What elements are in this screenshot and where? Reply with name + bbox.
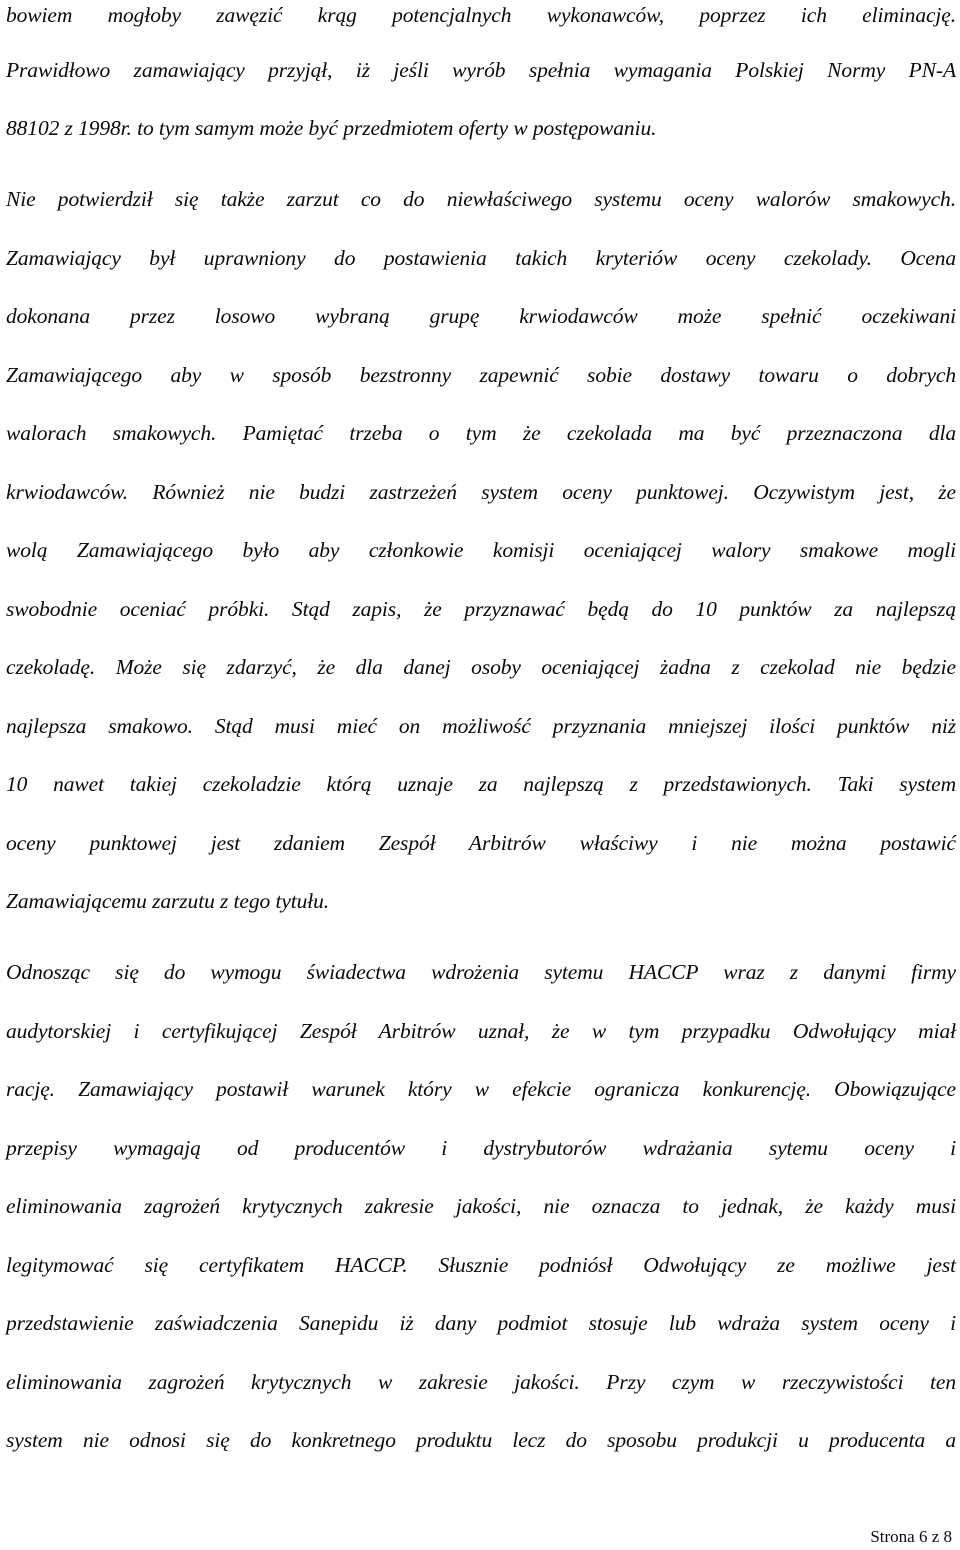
text-line-13: najlepsza smakowo. Stąd musi mieć on możliwość przyznania mniejszej ilości punktów niż (6, 714, 956, 738)
page-number: Strona 6 z 8 (870, 1527, 952, 1546)
text-line-25: system nie odnosi się do konkretnego produktu lecz do sposobu produkcji u producenta a (6, 1428, 956, 1452)
text-line-20: przepisy wymagają od producentów i dystrybutorów wdrażania sytemu oceny i (6, 1136, 956, 1160)
text-line-5: Zamawiający był uprawniony do postawienia takich kryteriów oceny czekolady. Ocena (6, 246, 956, 270)
text-line-23: przedstawienie zaświadczenia Sanepidu iż dany podmiot stosuje lub wdraża system oceny i (6, 1311, 956, 1335)
text-line-6: dokonana przez losowo wybraną grupę krwiodawców może spełnić oczekiwani (6, 304, 956, 328)
text-line-10: wolą Zamawiającego było aby członkowie komisji oceniającej walory smakowe mogli (6, 538, 956, 562)
text-line-1: bowiem mogłoby zawęzić krąg potencjalnych wykonawców, poprzez ich eliminację. (6, 3, 956, 27)
text-line-18: audytorskiej i certyfikującej Zespół Arbitrów uznał, że w tym przypadku Odwołujący miał (6, 1019, 956, 1043)
text-line-7: Zamawiającego aby w sposób bezstronny zapewnić sobie dostawy towaru o dobrych (6, 363, 956, 387)
text-line-16: Zamawiającemu zarzutu z tego tytułu. (6, 889, 330, 913)
text-line-8: walorach smakowych. Pamiętać trzeba o tym że czekolada ma być przeznaczona dla (6, 421, 956, 445)
text-line-14: 10 nawet takiej czekoladzie którą uznaje za najlepszą z przedstawionych. Taki system (6, 772, 956, 796)
text-line-9: krwiodawców. Również nie budzi zastrzeżeń system oceny punktowej. Oczywistym jest, że (6, 480, 956, 504)
text-line-3: 88102 z 1998r. to tym samym może być przedmiotem oferty w postępowaniu. (6, 116, 657, 140)
text-line-22: legitymować się certyfikatem HACCP. Słusznie podniósł Odwołujący ze możliwe jest (6, 1253, 956, 1277)
text-line-4: Nie potwierdził się także zarzut co do niewłaściwego systemu oceny walorów smakowych. (6, 187, 956, 211)
text-line-2: Prawidłowo zamawiający przyjął, iż jeśli wyrób spełnia wymagania Polskiej Normy PN-A (6, 58, 956, 82)
text-line-21: eliminowania zagrożeń krytycznych zakresie jakości, nie oznacza to jednak, że każdy musi (6, 1194, 956, 1218)
text-line-19: rację. Zamawiający postawił warunek który w efekcie ogranicza konkurencję. Obowiązujące (6, 1077, 956, 1101)
text-line-24: eliminowania zagrożeń krytycznych w zakresie jakości. Przy czym w rzeczywistości ten (6, 1370, 956, 1394)
text-line-17: Odnosząc się do wymogu świadectwa wdrożenia sytemu HACCP wraz z danymi firmy (6, 960, 956, 984)
text-line-11: swobodnie oceniać próbki. Stąd zapis, że przyznawać będą do 10 punktów za najlepszą (6, 597, 956, 621)
text-line-12: czekoladę. Może się zdarzyć, że dla danej osoby oceniającej żadna z czekolad nie będzie (6, 655, 956, 679)
text-line-15: oceny punktowej jest zdaniem Zespół Arbitrów właściwy i nie można postawić (6, 831, 956, 855)
